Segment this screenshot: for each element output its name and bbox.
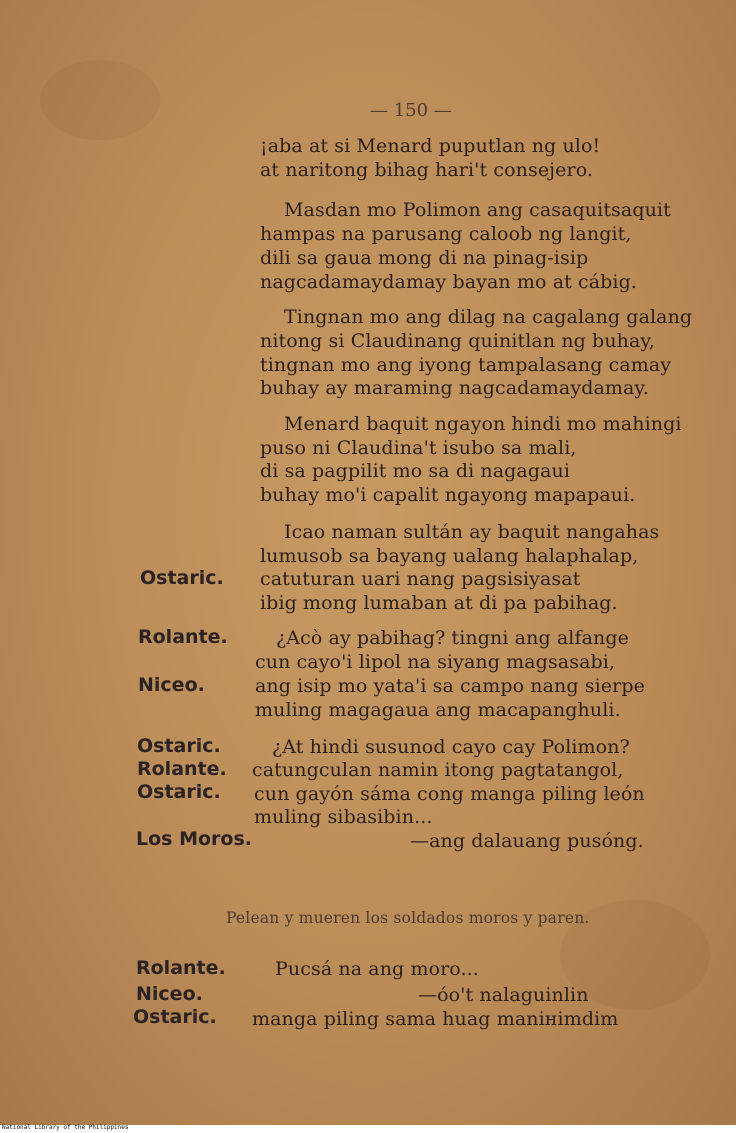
verse-line: ang isip mo yata'i sa campo nang sierpe bbox=[255, 675, 645, 697]
speaker-label: Niceo. bbox=[136, 983, 203, 1005]
verse-line: dili sa gaua mong di na pinag-isip bbox=[260, 247, 589, 269]
verse-line: nitong si Claudinang quinitlan ng buhay, bbox=[260, 330, 655, 352]
verse-line: nagcadamaydamay bayan mo at cábig. bbox=[260, 271, 638, 293]
speaker-label: Ostaric. bbox=[140, 567, 224, 589]
verse-line: ¿At hindi susunod cayo cay Polimon? bbox=[272, 736, 630, 758]
verse-line: cun gayón sáma cong manga piling león bbox=[254, 783, 645, 805]
speaker-label: Rolante. bbox=[137, 758, 227, 780]
verse-line: catungculan namin itong pagtatangol, bbox=[252, 759, 624, 781]
verse-line: buhay mo'i capalit ngayong mapapaui. bbox=[260, 484, 636, 506]
verse-line: Tingnan mo ang dilag na cagalang galang bbox=[284, 306, 693, 328]
verse-line: Menard baquit ngayon hindi mo mahingi bbox=[284, 413, 682, 435]
verse-line: tingnan mo ang iyong tampalasang camay bbox=[260, 354, 672, 376]
paper-stain bbox=[40, 60, 160, 140]
verse-line: muling sibasibin... bbox=[254, 806, 433, 828]
verse-line: —óo't nalaguinlin bbox=[418, 984, 589, 1006]
verse-line: ¿Acò ay pabihag? tingni ang alfange bbox=[276, 627, 629, 649]
verse-line: lumusob sa bayang ualang halaphalap, bbox=[260, 545, 639, 567]
verse-line: hampas na parusang caloob ng langit, bbox=[260, 223, 632, 245]
speaker-label: Niceo. bbox=[138, 674, 205, 696]
speaker-label: Ostaric. bbox=[133, 1006, 217, 1028]
verse-line: Icao naman sultán ay baquit nangahas bbox=[284, 521, 660, 543]
footer-credit: National Library of the Philippines bbox=[2, 1124, 129, 1131]
verse-line: di sa pagpilit mo sa di nagagaui bbox=[260, 460, 571, 482]
speaker-label: Ostaric. bbox=[137, 781, 221, 803]
footer-bar bbox=[0, 1125, 736, 1133]
page-number: — 150 — bbox=[370, 100, 452, 121]
verse-line: Pucsá na ang moro... bbox=[275, 958, 479, 980]
speaker-label: Rolante. bbox=[138, 626, 228, 648]
speaker-label: Ostaric. bbox=[137, 735, 221, 757]
verse-line: puso ni Claudina't isubo sa mali, bbox=[260, 437, 577, 459]
verse-line: —ang dalauang pusóng. bbox=[410, 830, 644, 852]
verse-line: cun cayo'i lipol na siyang magsasabi, bbox=[255, 651, 616, 673]
verse-line: Masdan mo Polimon ang casaquitsaquit bbox=[284, 199, 671, 221]
verse-line: ¡aba at si Menard puputlan ng ulo! bbox=[260, 135, 601, 157]
verse-line: manga piling sama huag manінimdim bbox=[252, 1008, 619, 1030]
speaker-label: Rolante. bbox=[136, 957, 226, 979]
verse-line: buhay ay maraming nagcadamaydamay. bbox=[260, 377, 649, 399]
stage-direction: Pelean y mueren los soldados moros y paren. bbox=[226, 909, 590, 927]
verse-line: catuturan uari nang pagsisiyasat bbox=[260, 568, 581, 590]
verse-line: at naritong bihag hari't consejero. bbox=[260, 159, 594, 181]
verse-line: muling magagaua ang macapanghuli. bbox=[255, 699, 621, 721]
speaker-label: Los Moros. bbox=[136, 828, 252, 850]
verse-line: ibig mong lumaban at di pa pabihag. bbox=[260, 592, 618, 614]
